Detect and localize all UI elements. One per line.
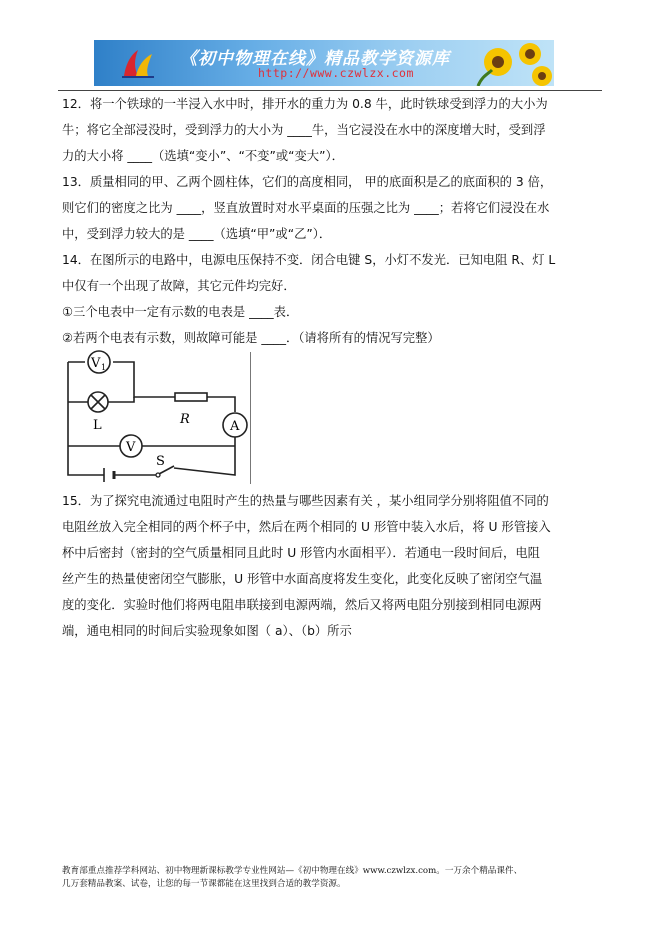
header-divider bbox=[58, 90, 602, 91]
figure-divider bbox=[250, 352, 251, 484]
banner-title: 《初中物理在线》精品教学资源库 bbox=[180, 49, 450, 69]
q12-line-2: 牛；将它全部浸没时，受到浮力的大小为 ____牛，当它浸没在水中的深度增大时，受到浮 bbox=[62, 123, 546, 137]
q13-line-3: 中，受到浮力较大的是 ____（选填“甲”或“乙”）． bbox=[62, 227, 332, 241]
v1-meter-label: V bbox=[91, 356, 101, 371]
voltmeter-label: V bbox=[126, 440, 136, 455]
footer-line-1: 教育部重点推荐学科网站、初中物理新课标教学专业性网站—《初中物理在线》www.czwlzx.com。一万余个精品课件、 bbox=[62, 866, 523, 876]
q15-line-3: 杯中后密封（密封的空气质量相同且此时 U 形管内水面相平）．若通电一段时间后，电阻 bbox=[62, 546, 540, 560]
q14-part-1: ①三个电表中一定有示数的电表是 ____表． bbox=[62, 305, 299, 319]
q15-line-5: 度的变化．实验时他们将两电阻串联接到电源两端，然后又将两电阻分别接到相同电源两 bbox=[62, 598, 542, 612]
v1-meter-subscript: 1 bbox=[101, 363, 107, 372]
lamp-label: L bbox=[93, 418, 102, 433]
q12-line-1: 12．将一个铁球的一半浸入水中时，排开水的重力为 0.8 牛，此时铁球受到浮力的大小为 bbox=[62, 97, 548, 111]
switch-label: S bbox=[156, 454, 165, 469]
q14-line-1: 14．在图所示的电路中，电源电压保持不变．闭合电键 S，小灯不发光．已知电阻 R、灯 L bbox=[62, 253, 556, 267]
site-logo-icon bbox=[120, 46, 156, 82]
q14-line-2: 中仅有一个出现了故障，其它元件均完好． bbox=[62, 279, 296, 293]
q14-part-2: ②若两个电表有示数，则故障可能是 ____．（请将所有的情况写完整） bbox=[62, 331, 440, 345]
resistor-label: R bbox=[180, 412, 190, 427]
q15-line-6: 端，通电相同的时间后实验现象如图（ a）、（b）所示 bbox=[62, 624, 352, 638]
q13-line-1: 13．质量相同的甲、乙两个圆柱体，它们的高度相同， 甲的底面积是乙的底面积的 3 倍， bbox=[62, 175, 553, 189]
ammeter-label: A bbox=[230, 419, 240, 434]
sunflower-icon bbox=[468, 40, 554, 86]
q15-line-4: 丝产生的热量使密闭空气膨胀，U 形管中水面高度将发生变化，此变化反映了密闭空气温 bbox=[62, 572, 543, 586]
q12-line-3: 力的大小将 ____（选填“变小”、“不变”或“变大”）． bbox=[62, 149, 344, 163]
footer-line-2: 几万套精品教案、试卷，让您的每一节课都能在这里找到合适的教学资源。 bbox=[62, 879, 346, 889]
banner-url: http://www.czwlzx.com bbox=[258, 66, 414, 80]
q15-line-2: 电阻丝放入完全相同的两个杯子中，然后在两个相同的 U 形管中装入水后，将 U 形管接入 bbox=[62, 520, 551, 534]
q13-line-2: 则它们的密度之比为 ____，竖直放置时对水平桌面的压强之比为 ____；若将它们浸没在水 bbox=[62, 201, 550, 215]
q15-line-1: 15．为了探究电流通过电阻时产生的热量与哪些因素有关 ，某小组同学分别将阻值不同的 bbox=[62, 494, 549, 508]
circuit-diagram bbox=[60, 350, 250, 482]
site-banner bbox=[94, 40, 554, 86]
